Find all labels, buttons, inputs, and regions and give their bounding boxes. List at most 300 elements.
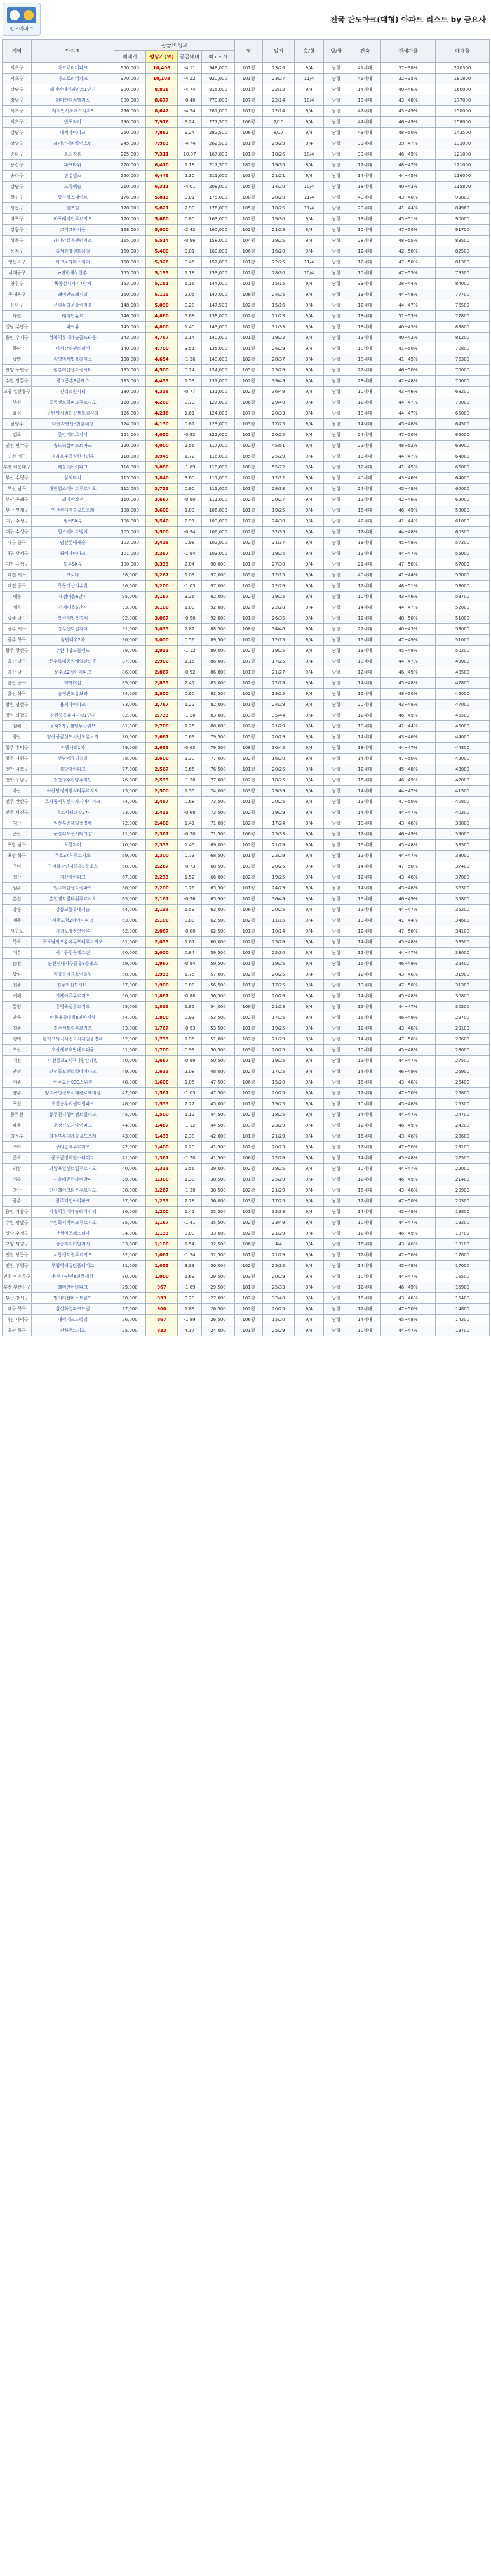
cell-housing-type: 남향 bbox=[324, 689, 349, 700]
table-row[interactable] bbox=[3, 1282, 490, 1293]
table-row[interactable] bbox=[3, 1196, 490, 1207]
cell-complex[interactable]: 구미확장단지중흥S클래스 bbox=[32, 861, 114, 872]
cell-complex[interactable]: 진주혁신도시LH bbox=[32, 980, 114, 991]
cell-complex[interactable]: 마포래미안푸르지오 bbox=[32, 214, 114, 225]
table-row[interactable] bbox=[3, 289, 490, 300]
cell-complex[interactable]: 남산롯데캐슬 bbox=[32, 538, 114, 548]
table-row[interactable] bbox=[3, 1239, 490, 1250]
cell-complex[interactable]: 트리지움 bbox=[32, 149, 114, 160]
cell-complex[interactable]: 경주센트럴푸르지오 bbox=[32, 1023, 114, 1034]
table-row[interactable] bbox=[3, 861, 490, 872]
table-row[interactable] bbox=[3, 905, 490, 915]
cell-units: 47~50% bbox=[381, 430, 436, 441]
cell-complex[interactable]: 양산물금신도시반도유보라 bbox=[32, 732, 114, 743]
cell-complex[interactable]: 수완대방노블랜드 bbox=[32, 646, 114, 656]
table-row[interactable] bbox=[3, 257, 490, 268]
cell-date: 25/29 bbox=[263, 937, 295, 948]
cell-complex[interactable]: 제주노형2차아이파크 bbox=[32, 915, 114, 926]
table-row[interactable] bbox=[3, 397, 490, 408]
table-row[interactable] bbox=[3, 1304, 490, 1315]
table-row[interactable] bbox=[3, 635, 490, 646]
cell-complex[interactable]: 송정반도유보라 bbox=[32, 689, 114, 700]
cell-complex[interactable]: 대연힐스테이트푸르지오 bbox=[32, 484, 114, 495]
table-row[interactable] bbox=[3, 667, 490, 678]
table-row[interactable] bbox=[3, 1174, 490, 1185]
cell-complex[interactable]: 래미안슈르 bbox=[32, 311, 114, 322]
table-row[interactable] bbox=[3, 1325, 490, 1336]
cell-complex[interactable]: e편한세상신촌 bbox=[32, 268, 114, 279]
table-row[interactable] bbox=[3, 1077, 490, 1088]
table-row[interactable] bbox=[3, 441, 490, 451]
cell-complex[interactable]: 문수로2차아이파크 bbox=[32, 667, 114, 678]
cell-complex[interactable]: 잠실엘스 bbox=[32, 171, 114, 182]
cell-complex[interactable]: 아산탕정지웰시티푸르지오 bbox=[32, 786, 114, 797]
cell-last-supply: 39,000 bbox=[202, 1164, 235, 1174]
cell-complex[interactable]: 강릉교동롯데캐슬 bbox=[32, 905, 114, 915]
table-row[interactable] bbox=[3, 1023, 490, 1034]
cell-units: 46~49% bbox=[381, 1120, 436, 1131]
table-row[interactable] bbox=[3, 300, 490, 311]
cell-built: 33세대 bbox=[349, 138, 381, 149]
table-row[interactable] bbox=[3, 786, 490, 797]
cell-floor: 9/4 bbox=[295, 408, 324, 419]
table-row[interactable] bbox=[3, 149, 490, 160]
table-row[interactable] bbox=[3, 203, 490, 214]
cell-complex[interactable]: 경산아이파크 bbox=[32, 872, 114, 883]
table-row[interactable] bbox=[3, 991, 490, 1002]
cell-complex[interactable]: 크로바 bbox=[32, 570, 114, 581]
cell-units: 41~45% bbox=[381, 354, 436, 365]
cell-units: 44~47% bbox=[381, 548, 436, 559]
cell-supply-change: -2.42 bbox=[178, 225, 202, 236]
cell-complex[interactable]: 목동더샵리슈빌 bbox=[32, 581, 114, 592]
table-row[interactable] bbox=[3, 548, 490, 559]
cell-complex[interactable]: 연산롯데캐슬골드포레 bbox=[32, 505, 114, 516]
cell-floor: 9/4 bbox=[295, 376, 324, 387]
cell-complex[interactable]: 아크로타워스퀘어 bbox=[32, 257, 114, 268]
table-row[interactable] bbox=[3, 959, 490, 969]
cell-complex[interactable]: 의왕포일센트럴푸르지오 bbox=[32, 1164, 114, 1174]
cell-rights: 32400 bbox=[436, 959, 490, 969]
cell-complex[interactable]: 지웰시티1차 bbox=[32, 743, 114, 754]
cell-complex[interactable]: 새샘마을6단지 bbox=[32, 592, 114, 602]
cell-complex[interactable]: 대치아이파크 bbox=[32, 128, 114, 138]
table-row[interactable] bbox=[3, 214, 490, 225]
table-row[interactable] bbox=[3, 1271, 490, 1282]
table-row[interactable] bbox=[3, 1228, 490, 1239]
cell-complex[interactable]: 동두천지행역센트럴파크 bbox=[32, 1110, 114, 1120]
page-title: 전국 판도아크(대형) 아파트 리스트 by 금요사 bbox=[330, 15, 486, 24]
site-logo[interactable] bbox=[3, 3, 41, 36]
cell-complex[interactable]: 중동센트럴파크푸르지오 bbox=[32, 397, 114, 408]
cell-complex[interactable]: 안산레이크타운푸르지오 bbox=[32, 1185, 114, 1196]
table-row[interactable] bbox=[3, 1120, 490, 1131]
cell-complex[interactable]: 삼송자이더빌리지 bbox=[32, 1239, 114, 1250]
cell-rights: 115800 bbox=[436, 182, 490, 192]
header-last-supply[interactable]: 최고시세 bbox=[202, 51, 235, 63]
header-price-sale[interactable]: 매매가 bbox=[114, 51, 146, 63]
cell-date: 20/25 bbox=[263, 1045, 295, 1056]
table-row[interactable] bbox=[3, 894, 490, 905]
table-row[interactable] bbox=[3, 527, 490, 538]
cell-complex[interactable]: 래미안길음센터피스 bbox=[32, 236, 114, 246]
cell-floor: 9/4 bbox=[295, 678, 324, 689]
table-row[interactable] bbox=[3, 570, 490, 581]
table-row[interactable] bbox=[3, 721, 490, 732]
cell-complex[interactable]: 산남계룡리슈빌 bbox=[32, 754, 114, 764]
cell-rights: 64500 bbox=[436, 419, 490, 430]
table-row[interactable] bbox=[3, 268, 490, 279]
table-row[interactable] bbox=[3, 117, 490, 128]
cell-complex[interactable]: 창원중동유니시티1단지 bbox=[32, 710, 114, 721]
cell-complex[interactable]: 전하푸르지오 bbox=[32, 1325, 114, 1336]
header-region[interactable]: 지역 bbox=[3, 40, 32, 63]
cell-complex[interactable]: 도곡렉슬 bbox=[32, 182, 114, 192]
table-row[interactable] bbox=[3, 613, 490, 624]
cell-price-sale: 150,000 bbox=[114, 289, 146, 300]
cell-complex[interactable]: 순천신대지구중흥S클래스 bbox=[32, 959, 114, 969]
header-date[interactable]: 일자 bbox=[263, 40, 295, 63]
table-row[interactable] bbox=[3, 1099, 490, 1110]
cell-complex[interactable]: 명지더샵퍼스트월드 bbox=[32, 1293, 114, 1304]
table-row[interactable] bbox=[3, 1250, 490, 1261]
cell-rights: 83500 bbox=[436, 236, 490, 246]
table-row[interactable] bbox=[3, 408, 490, 419]
table-row[interactable] bbox=[3, 1045, 490, 1056]
table-row[interactable] bbox=[3, 840, 490, 851]
cell-complex[interactable]: 두호SK뷰푸르지오 bbox=[32, 851, 114, 861]
cell-complex[interactable]: 범어SK뷰 bbox=[32, 516, 114, 527]
cell-complex[interactable]: 용현자연앤e편한세상 bbox=[32, 1271, 114, 1282]
table-row[interactable] bbox=[3, 1056, 490, 1066]
cell-floor: 9/4 bbox=[295, 743, 324, 754]
cell-complex[interactable]: 여수웅천꿈에그린 bbox=[32, 948, 114, 959]
cell-complex[interactable]: 래미안대치팰리스1단지 bbox=[32, 84, 114, 95]
header-units[interactable]: 건세가율 bbox=[381, 40, 436, 63]
cell-units: 43~48% bbox=[381, 95, 436, 106]
header-floor[interactable]: 층/향 bbox=[295, 40, 324, 63]
header-supply-change[interactable]: 공급대비 bbox=[178, 51, 202, 63]
cell-date: 22/14 bbox=[263, 106, 295, 117]
header-rights[interactable]: 매매율 bbox=[436, 40, 490, 63]
table-row[interactable] bbox=[3, 387, 490, 397]
cell-complex[interactable]: 포천송우리센트럴파크 bbox=[32, 1099, 114, 1110]
table-row[interactable] bbox=[3, 505, 490, 516]
table-row[interactable] bbox=[3, 95, 490, 106]
table-row[interactable] bbox=[3, 754, 490, 764]
table-row[interactable] bbox=[3, 710, 490, 721]
cell-pyeong: 108평 bbox=[235, 462, 263, 473]
cell-complex[interactable]: 은평뉴타운상림마을 bbox=[32, 300, 114, 311]
cell-date: 11/15 bbox=[263, 915, 295, 926]
header-complex[interactable]: 단지명 bbox=[32, 40, 114, 63]
table-row[interactable] bbox=[3, 732, 490, 743]
cell-complex[interactable]: 오산세교호반베르디움 bbox=[32, 1045, 114, 1056]
cell-complex[interactable]: 평택고덕국제신도시제일풍경채 bbox=[32, 1034, 114, 1045]
table-row[interactable] bbox=[3, 700, 490, 710]
header-housing-type[interactable]: 방/향 bbox=[324, 40, 349, 63]
table-row[interactable] bbox=[3, 1012, 490, 1023]
table-row[interactable] bbox=[3, 171, 490, 182]
table-row[interactable] bbox=[3, 743, 490, 754]
cell-complex[interactable]: 아크로리버파크 bbox=[32, 63, 114, 74]
cell-complex[interactable]: 봉선제일풍경채 bbox=[32, 613, 114, 624]
table-row[interactable] bbox=[3, 1207, 490, 1218]
table-row[interactable] bbox=[3, 581, 490, 592]
cell-date: 12/15 bbox=[263, 570, 295, 581]
cell-complex[interactable]: 천안청수한양수자인 bbox=[32, 775, 114, 786]
cell-complex[interactable]: 목포남악오룡에듀포레푸르지오 bbox=[32, 937, 114, 948]
cell-rights: 121000 bbox=[436, 149, 490, 160]
table-row[interactable] bbox=[3, 689, 490, 700]
cell-complex[interactable]: 익산부송제일풍경채 bbox=[32, 818, 114, 829]
table-row[interactable] bbox=[3, 1110, 490, 1120]
table-row[interactable] bbox=[3, 1164, 490, 1174]
table-row[interactable] bbox=[3, 495, 490, 505]
cell-complex[interactable]: 광장힐스테이트 bbox=[32, 192, 114, 203]
table-row[interactable] bbox=[3, 1066, 490, 1077]
cell-complex[interactable]: 약사더샵 bbox=[32, 678, 114, 689]
table-row[interactable] bbox=[3, 516, 490, 527]
table-row[interactable] bbox=[3, 602, 490, 613]
cell-floor: 9/4 bbox=[295, 926, 324, 937]
cell-complex[interactable]: 힐스테이트범어 bbox=[32, 527, 114, 538]
table-row[interactable] bbox=[3, 926, 490, 937]
table-row[interactable] bbox=[3, 656, 490, 667]
cell-complex[interactable]: 평촌더샵센트럴시티 bbox=[32, 365, 114, 376]
cell-complex[interactable]: 기흥역롯데캐슬레이시티 bbox=[32, 1207, 114, 1218]
table-row[interactable] bbox=[3, 559, 490, 570]
table-row[interactable] bbox=[3, 160, 490, 171]
table-row[interactable] bbox=[3, 343, 490, 354]
cell-complex[interactable]: 다산자연앤e편한세상 bbox=[32, 419, 114, 430]
table-row[interactable] bbox=[3, 451, 490, 462]
cell-complex[interactable]: 통영죽림푸르지오 bbox=[32, 1002, 114, 1012]
cell-last-supply: 98,000 bbox=[202, 559, 235, 570]
cell-complex[interactable]: 수원화서역파크푸르지오 bbox=[32, 1218, 114, 1228]
cell-complex[interactable]: 미사강변센트리버 bbox=[32, 343, 114, 354]
cell-complex[interactable]: 반포자이 bbox=[32, 117, 114, 128]
table-row[interactable] bbox=[3, 322, 490, 333]
cell-complex[interactable]: 침산화성파크드림 bbox=[32, 1304, 114, 1315]
table-row[interactable] bbox=[3, 1218, 490, 1228]
cell-complex[interactable]: 산성역포레스티아 bbox=[32, 1228, 114, 1239]
table-row[interactable] bbox=[3, 538, 490, 548]
cell-complex[interactable]: 래미안장전 bbox=[32, 495, 114, 505]
cell-complex[interactable]: 래미안서초에스티지S bbox=[32, 106, 114, 117]
cell-built: 16세대 bbox=[349, 505, 381, 516]
cell-complex[interactable]: 한강메트로자이 bbox=[32, 430, 114, 441]
table-row[interactable] bbox=[3, 182, 490, 192]
cell-complex[interactable]: 원주더샵센트럴파크 bbox=[32, 883, 114, 894]
cell-complex[interactable]: 서창센트럴푸르지오 bbox=[32, 1250, 114, 1261]
table-row[interactable] bbox=[3, 1034, 490, 1045]
table-row[interactable] bbox=[3, 84, 490, 95]
cell-date: 4/4 bbox=[263, 1239, 295, 1250]
cell-complex[interactable]: 에코시티더샵2차 bbox=[32, 807, 114, 818]
table-row[interactable] bbox=[3, 484, 490, 495]
table-row[interactable] bbox=[3, 678, 490, 689]
table-row[interactable] bbox=[3, 1142, 490, 1153]
cell-complex[interactable]: 시흥배곧한라비발디 bbox=[32, 1174, 114, 1185]
cell-complex[interactable]: 아크로리버파크 bbox=[32, 74, 114, 84]
cell-housing-type: 남향 bbox=[324, 289, 349, 300]
table-row[interactable] bbox=[3, 851, 490, 861]
table-row[interactable] bbox=[3, 473, 490, 484]
table-row[interactable] bbox=[3, 818, 490, 829]
cell-complex[interactable]: 군포금정역힐스테이트 bbox=[32, 1153, 114, 1164]
cell-complex[interactable]: 의정부롯데캐슬골드포레 bbox=[32, 1131, 114, 1142]
cell-complex[interactable]: 래미안어반파크 bbox=[32, 1282, 114, 1293]
table-row[interactable] bbox=[3, 311, 490, 322]
cell-complex[interactable]: 용지아이파크 bbox=[32, 700, 114, 710]
cell-complex[interactable]: 안동옥동대림e편한세상 bbox=[32, 1012, 114, 1023]
cell-complex[interactable]: 춘천센트럴타워푸르지오 bbox=[32, 894, 114, 905]
cell-complex[interactable]: 가재마을5단지 bbox=[32, 602, 114, 613]
cell-complex[interactable]: 흑석한강센트레빌 bbox=[32, 246, 114, 257]
cell-complex[interactable]: 래미안대치하이스턴 bbox=[32, 138, 114, 149]
table-row[interactable] bbox=[3, 872, 490, 883]
cell-complex[interactable]: 효자동서부신시가지아이파크 bbox=[32, 797, 114, 807]
cell-complex[interactable]: 거제아주푸르지오 bbox=[32, 991, 114, 1002]
table-row[interactable] bbox=[3, 980, 490, 991]
table-row[interactable] bbox=[3, 937, 490, 948]
table-row[interactable] bbox=[3, 624, 490, 635]
cell-complex[interactable]: 상무센트럴자이 bbox=[32, 624, 114, 635]
cell-complex[interactable]: 불당아이파크 bbox=[32, 764, 114, 775]
table-row[interactable] bbox=[3, 225, 490, 236]
cell-housing-type: 남향 bbox=[324, 710, 349, 721]
table-row[interactable] bbox=[3, 764, 490, 775]
table-row[interactable] bbox=[3, 1261, 490, 1271]
cell-complex[interactable]: 텐즈힐 bbox=[32, 203, 114, 214]
cell-complex[interactable]: 송도더샵퍼스트파크 bbox=[32, 441, 114, 451]
cell-complex[interactable]: 월배아이파크 bbox=[32, 548, 114, 559]
cell-complex[interactable]: 도룡SK뷰 bbox=[32, 559, 114, 570]
cell-complex[interactable]: 파크뷰 bbox=[32, 322, 114, 333]
cell-complex[interactable]: 킨텍스원시티 bbox=[32, 387, 114, 397]
table-row[interactable] bbox=[3, 948, 490, 959]
table-row[interactable] bbox=[3, 915, 490, 926]
cell-price-per: 5,821 bbox=[146, 203, 178, 214]
table-row[interactable] bbox=[3, 1002, 490, 1012]
cell-complex[interactable]: 래미안크레시티 bbox=[32, 289, 114, 300]
table-row[interactable] bbox=[3, 376, 490, 387]
cell-region: 성북구 bbox=[3, 236, 32, 246]
logo-dot-yellow bbox=[24, 10, 34, 20]
table-row[interactable] bbox=[3, 138, 490, 149]
cell-complex[interactable]: 문수로대공원에일린의뜰 bbox=[32, 656, 114, 667]
table-row[interactable] bbox=[3, 646, 490, 656]
cell-complex[interactable]: 군산디오션시티더샵 bbox=[32, 829, 114, 840]
cell-complex[interactable]: 광주태전아이파크 bbox=[32, 1196, 114, 1207]
table-row[interactable] bbox=[3, 333, 490, 343]
cell-complex[interactable]: 성복역롯데캐슬골드타운 bbox=[32, 333, 114, 343]
cell-complex[interactable]: 첨단대우2차 bbox=[32, 635, 114, 646]
cell-complex[interactable]: 파크타워 bbox=[32, 160, 114, 171]
cell-complex[interactable]: 광교중흥S클래스 bbox=[32, 376, 114, 387]
cell-complex[interactable]: 이천증포3지구대원칸타빌 bbox=[32, 1056, 114, 1066]
cell-housing-type: 남향 bbox=[324, 441, 349, 451]
table-row[interactable] bbox=[3, 365, 490, 376]
cell-complex[interactable]: 포항자이 bbox=[32, 840, 114, 851]
table-row[interactable] bbox=[3, 797, 490, 807]
cell-date: 16/20 bbox=[263, 246, 295, 257]
cell-region: 인천 연수구 bbox=[3, 441, 32, 451]
cell-complex[interactable]: 광양중마금호어울림 bbox=[32, 969, 114, 980]
cell-rights: 31900 bbox=[436, 969, 490, 980]
cell-complex[interactable]: 래미안대치팰리스 bbox=[32, 95, 114, 106]
cell-complex[interactable]: 목동신시가지7단지 bbox=[32, 279, 114, 289]
cell-complex[interactable]: 여주교동KCC스위첸 bbox=[32, 1077, 114, 1088]
cell-date: 21/21 bbox=[263, 171, 295, 182]
table-row[interactable] bbox=[3, 969, 490, 980]
cell-complex[interactable]: 고덕그라시움 bbox=[32, 225, 114, 236]
table-row[interactable] bbox=[3, 775, 490, 786]
table-row[interactable] bbox=[3, 462, 490, 473]
cell-supply-change: -0.70 bbox=[178, 829, 202, 840]
logo-dot-white bbox=[10, 10, 20, 20]
table-row[interactable] bbox=[3, 883, 490, 894]
cell-complex[interactable]: 부평역해링턴플레이스 bbox=[32, 1261, 114, 1271]
table-row[interactable] bbox=[3, 106, 490, 117]
cell-complex[interactable]: 율하2지구센텀두산위브 bbox=[32, 721, 114, 732]
cell-supply-change: 0.99 bbox=[178, 1045, 202, 1056]
table-row[interactable] bbox=[3, 192, 490, 203]
header-price-per[interactable]: 평당가(￦) bbox=[146, 51, 178, 63]
cell-price-sale: 61,000 bbox=[114, 937, 146, 948]
cell-complex[interactable]: 양주옥정신도시대광로제비앙 bbox=[32, 1088, 114, 1099]
header-built[interactable]: 건축 bbox=[349, 40, 381, 63]
table-row[interactable] bbox=[3, 128, 490, 138]
cell-complex[interactable]: 해운대아이파크 bbox=[32, 462, 114, 473]
table-row[interactable] bbox=[3, 279, 490, 289]
table-row[interactable] bbox=[3, 354, 490, 365]
cell-complex[interactable]: 동탄역시범더샵센트럴시티 bbox=[32, 408, 114, 419]
cell-units: 45~48% bbox=[381, 538, 436, 548]
header-pyeong[interactable]: 평 bbox=[235, 40, 263, 63]
table-row[interactable] bbox=[3, 592, 490, 602]
cell-complex[interactable]: 서귀포강정코아루 bbox=[32, 926, 114, 937]
table-row[interactable] bbox=[3, 1131, 490, 1142]
cell-price-sale: 81,000 bbox=[114, 721, 146, 732]
table-row[interactable] bbox=[3, 419, 490, 430]
table-row[interactable] bbox=[3, 236, 490, 246]
table-row[interactable] bbox=[3, 1293, 490, 1304]
table-row[interactable] bbox=[3, 1315, 490, 1325]
cell-complex[interactable]: 삼익비치 bbox=[32, 473, 114, 484]
table-row[interactable] bbox=[3, 1185, 490, 1196]
table-row[interactable] bbox=[3, 1153, 490, 1164]
cell-complex[interactable]: 대덕테크노밸리 bbox=[32, 1315, 114, 1325]
cell-complex[interactable]: 광명역써밋플레이스 bbox=[32, 354, 114, 365]
table-row[interactable] bbox=[3, 246, 490, 257]
cell-complex[interactable]: 운정신도시아이파크 bbox=[32, 1120, 114, 1131]
cell-pyeong: 102평 bbox=[235, 1293, 263, 1304]
cell-price-per: 2,800 bbox=[146, 689, 178, 700]
cell-supply-change: 2.41 bbox=[178, 678, 202, 689]
table-row[interactable] bbox=[3, 74, 490, 84]
cell-complex[interactable]: 안성공도센트럴아이파크 bbox=[32, 1066, 114, 1077]
table-row[interactable] bbox=[3, 829, 490, 840]
table-row[interactable] bbox=[3, 63, 490, 74]
table-row[interactable] bbox=[3, 807, 490, 818]
cell-price-per: 2,133 bbox=[146, 905, 178, 915]
cell-complex[interactable]: 구리갈매푸르지오 bbox=[32, 1142, 114, 1153]
table-row[interactable] bbox=[3, 430, 490, 441]
table-row[interactable] bbox=[3, 1088, 490, 1099]
cell-complex[interactable]: 청라호수공원한신더휴 bbox=[32, 451, 114, 462]
